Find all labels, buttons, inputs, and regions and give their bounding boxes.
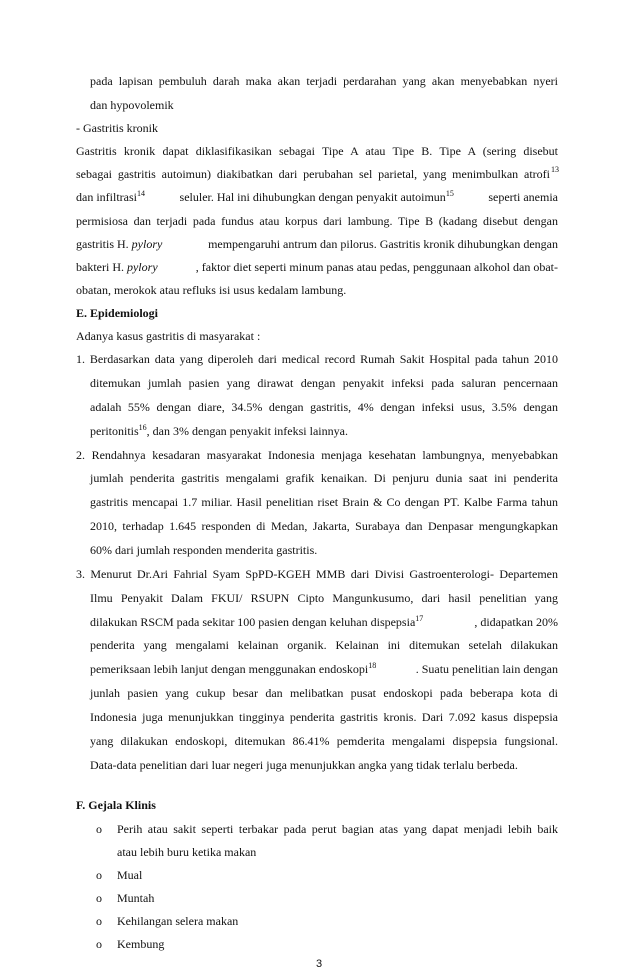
text-fragment: , didapatkan 20% <box>474 615 558 629</box>
text-fragment: mempengaruhi antrum dan pilorus. Gastritis kronik dihubungkan dengan <box>208 237 558 251</box>
text-line: junlah pasien yang cukup besar dan melibatkan pusat endoskopi pada beberapa kota di <box>90 686 558 700</box>
italic-term: pylory <box>126 260 158 274</box>
text-line: gastritis mencapai 1.7 miliar. Hasil penelitian riset Brain & Co dengan PT. Kalbe Farma tahun <box>90 495 558 509</box>
text-line: Data-data penelitian dari luar negeri juga menunjukkan angka yang tidak terlalu berbeda. <box>90 758 518 772</box>
text-line: yang dilakukan endoskopi, ditemukan 86.41% pemderita mengalami dispepsia fungsional. <box>90 734 558 748</box>
symptom-item: Kehilangan selera makan <box>117 914 239 928</box>
bullet-icon: o <box>96 891 102 905</box>
bullet-icon: o <box>96 937 102 951</box>
text-line: Indonesia juga menunjukkan tingginya penderita gastritis kronis. Dari 7.092 kasus dispepsia <box>90 710 558 724</box>
text-line: adalah 55% dengan diare, 34.5% dengan gastritis, 4% dengan infeksi usus, 3.5% dengan <box>90 400 558 414</box>
text-line: jumlah penderita gastritis mengalami grafik kenaikan. Di penjuru dunia saat ini penderita <box>90 471 558 485</box>
bullet-icon: o <box>96 868 102 882</box>
text-line: pada lapisan pembuluh darah maka akan terjadi perdarahan yang akan menyebabkan nyeri <box>90 74 558 88</box>
text-fragment: . Suatu penelitian lain dengan <box>415 662 558 676</box>
text-fragment: seluler. Hal ini dihubungkan dengan penyakit autoimun <box>179 190 446 204</box>
text-line: Adanya kasus gastritis di masyarakat : <box>76 329 261 343</box>
text-line: 60% dari jumlah responden menderita gastritis. <box>90 543 318 557</box>
text-line: permisiosa dan terjadi pada fundus atau korpus dari lambung. Tipe B (kadang disebut dengan <box>76 214 558 228</box>
symptom-item: Mual <box>117 868 143 882</box>
heading-epidemiologi: E. Epidemiologi <box>76 306 159 320</box>
text-line <box>76 190 558 204</box>
superscript: 16 <box>138 423 147 432</box>
subheading-gastritis-kronik: - Gastritis kronik <box>76 121 158 135</box>
text-line: atau lebih buru ketika makan <box>117 845 257 859</box>
text-line: obatan, merokok atau refluks isi usus kedalam lambung. <box>76 283 347 297</box>
text-line <box>90 424 348 438</box>
text-fragment: seperti anemia <box>488 190 558 204</box>
text-line: penderita yang mengalami kelainan organik. Kelainan ini ditemukan setelah dilakukan <box>90 638 558 652</box>
text-line <box>76 237 558 251</box>
text-fragment: dilakukan RSCM pada sekitar 100 pasien dengan keluhan dispepsia <box>90 615 416 629</box>
superscript: 15 <box>445 189 454 198</box>
bullet-icon: o <box>96 822 102 836</box>
text-line <box>76 260 558 274</box>
text-line: ditemukan jumlah pasien yang dirawat dengan penyakit infeksi pada saluran pencernaan <box>90 376 558 390</box>
symptom-item: Perih atau sakit seperti terbakar pada perut bagian atas yang dapat menjadi lebih baik <box>117 822 558 836</box>
superscript: 17 <box>415 614 424 623</box>
text-line: Ilmu Penyakit Dalam FKUI/ RSUPN Cipto Mangunkusumo, dari hasil penelitian yang <box>90 591 558 605</box>
text-line <box>90 615 558 629</box>
page-number: 3 <box>315 958 323 970</box>
text-line <box>90 662 558 676</box>
text-fragment: , faktor diet seperti minum panas atau pedas, penggunaan alkohol dan obat- <box>195 260 558 274</box>
text-fragment: pemeriksaan lebih lanjut dengan menggunakan endoskopi <box>90 662 369 676</box>
text-line: dan hypovolemik <box>90 98 174 112</box>
italic-term: pylory <box>131 237 163 251</box>
symptom-item: Muntah <box>117 891 155 905</box>
superscript: 13 <box>551 165 559 174</box>
heading-gejala-klinis: F. Gejala Klinis <box>76 798 156 812</box>
text-fragment: gastritis H. <box>76 237 132 251</box>
text-fragment: , dan 3% dengan penyakit infeksi lainnya. <box>146 424 348 438</box>
list-item-3: 3. Menurut Dr.Ari Fahrial Syam SpPD-KGEH MMB dari Divisi Gastroenterologi- Departemen <box>76 567 558 581</box>
superscript: 14 <box>136 189 145 198</box>
text-fragment: dan infiltrasi <box>76 190 137 204</box>
list-item-1: 1. Berdasarkan data yang diperoleh dari medical record Rumah Sakit Hospital pada tahun 2010 <box>76 352 558 366</box>
bullet-icon: o <box>96 914 102 928</box>
superscript: 18 <box>368 661 377 670</box>
symptom-item: Kembung <box>117 937 165 951</box>
text-fragment: bakteri H. <box>76 260 127 274</box>
text-line: sebagai gastritis autoimun) diakibatkan dari perubahan sel parietal, yang menimbulkan atrofi <box>76 167 550 181</box>
list-item-2: 2. Rendahnya kesadaran masyarakat Indonesia menjaga kesehatan lambungnya, menyebabkan <box>76 448 558 462</box>
text-line: 2010, terhadap 1.645 responden di Medan, Jakarta, Surabaya dan Denpasar mengungkapkan <box>90 519 558 533</box>
text-fragment: peritonitis <box>90 424 139 438</box>
text-line: Gastritis kronik dapat diklasifikasikan sebagai Tipe A atau Tipe B. Tipe A (sering disebut <box>76 144 558 158</box>
